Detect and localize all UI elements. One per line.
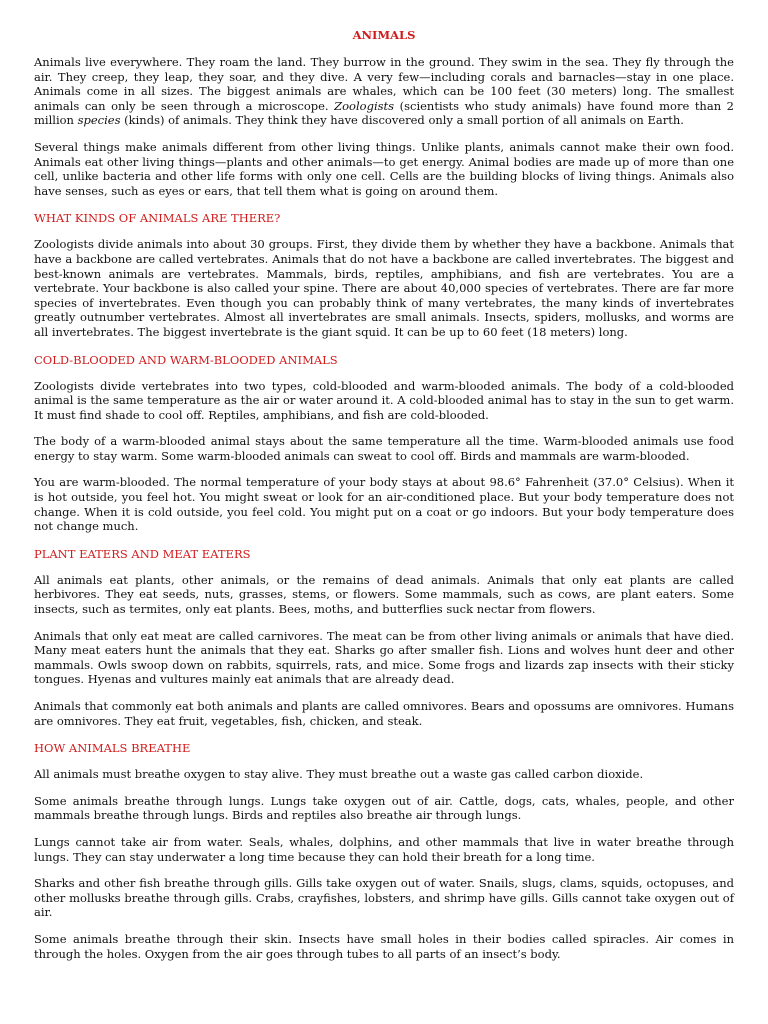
- blooded-paragraph-2: The body of a warm-blooded animal stays about the same temperature all the time. Warm-blooded animals use food energy to stay warm. Some warm-blooded animals can sweat to cool off. Birds and mammals are warm-blooded.: [34, 434, 734, 463]
- document-title: ANIMALS: [352, 28, 416, 42]
- section-heading-breathe: HOW ANIMALS BREATHE: [34, 741, 191, 756]
- blooded-paragraph-3: You are warm-blooded. The normal temperature of your body stays at about 98.6° Fahrenheit (37.0° Celsius). When it is hot outside, you feel hot. You might sweat or look for an air-conditioned place. But your body temperature does not change. When it is cold outside, you feel cold. You might put on a coat or go indoors. But your body temperature does not change much.: [34, 475, 734, 534]
- term-species: species: [77, 113, 121, 128]
- term-zoologists: Zoologists: [334, 98, 395, 113]
- eaters-paragraph-3: Animals that commonly eat both animals and plants are called omnivores. Bears and opossums are omnivores. Humans are omnivores. They eat fruit, vegetables, fish, chicken, and steak.: [34, 699, 734, 728]
- intro-paragraph-2: Several things make animals different from other living things. Unlike plants, animals cannot make their own food. Animals eat other living things—plants and other animals—to get energy. Animal bodies are made up of more than one cell, unlike bacteria and other life forms with only one cell. Cells are the building blocks of living things. Animals also have senses, such as eyes or ears, that tell them what is going on around them.: [34, 139, 734, 198]
- kinds-paragraph-1: Zoologists divide animals into about 30 groups. First, they divide them by whether they have a backbone. Animals that have a backbone are called vertebrates. Animals that do not have a backbone are called invertebrates. The biggest and best-known animals are vertebrates. Mammals, birds, reptiles, amphibians, and fish are vertebrates. You are a vertebrate. Your backbone is also called your spine. There are about 40,000 species of vertebrates. There are far more species of invertebrates. Even though you can probably think of many vertebrates, the many kinds of invertebrates greatly outnumber vertebrates. Almost all invertebrates are small animals. Insects, spiders, mollusks, and worms are all invertebrates. The biggest invertebrate is the giant squid. It can be up to 60 feet (18 meters) long.: [34, 237, 734, 339]
- breathe-paragraph-5: Some animals breathe through their skin. Insects have small holes in their bodies called spiracles. Air comes in through the holes. Oxygen from the air goes through tubes to all parts of an insect’s body.: [34, 931, 734, 961]
- breathe-paragraph-3: Lungs cannot take air from water. Seals, whales, dolphins, and other mammals that live in water breathe through lungs. They can stay underwater a long time because they can hold their breath for a long time.: [34, 834, 734, 864]
- intro-paragraph-1: [34, 55, 734, 128]
- section-heading-kinds: WHAT KINDS OF ANIMALS ARE THERE?: [34, 211, 281, 226]
- breathe-paragraph-2: Some animals breathe through lungs. Lungs take oxygen out of air. Cattle, dogs, cats, whales, people, and other mammals breathe through lungs. Birds and reptiles also breathe air through lungs.: [34, 793, 734, 823]
- eaters-paragraph-2: Animals that only eat meat are called carnivores. The meat can be from other living animals or animals that have died. Many meat eaters hunt the animals that they eat. Sharks go after smaller fish. Lions and wolves hunt deer and other mammals. Owls swoop down on rabbits, squirrels, rats, and mice. Some frogs and lizards zap insects with their sticky tongues. Hyenas and vultures mainly eat animals that are already dead.: [34, 628, 734, 687]
- eaters-paragraph-1: All animals eat plants, other animals, or the remains of dead animals. Animals that only eat plants are called herbivores. They eat seeds, nuts, grasses, stems, or flowers. Some mammals, such as cows, are plant eaters. Some insects, such as termites, only eat plants. Bees, moths, and butterflies suck nectar from flowers.: [34, 572, 734, 617]
- text-span: Animals live everywhere. They roam the land. They burrow in the ground. They swim in the sea. They fly through the air. They creep, they leap, they soar, and they dive. A very few—including corals and barnacles—stay in one place. Animals come in all sizes. The biggest animals are whales, which can be 100 feet (30 meters) long. The smallest animals can only be seen through a microscope.: [34, 55, 734, 113]
- breathe-paragraph-1: All animals must breathe oxygen to stay alive. They must breathe out a waste gas called carbon dioxide.: [34, 767, 644, 782]
- section-heading-eaters: PLANT EATERS AND MEAT EATERS: [34, 546, 251, 561]
- section-heading-blooded: COLD-BLOODED AND WARM-BLOODED ANIMALS: [34, 352, 338, 367]
- blooded-paragraph-1: Zoologists divide vertebrates into two types, cold-blooded and warm-blooded animals. The body of a cold-blooded animal is the same temperature as the air or water around it. A cold-blooded animal has to stay in the sun to get warm. It must find shade to cool off. Reptiles, amphibians, and fish are cold-blooded.: [34, 378, 734, 422]
- breathe-paragraph-4: Sharks and other fish breathe through gills. Gills take oxygen out of water. Snails, slugs, clams, squids, octopuses, and other mollusks breathe through gills. Crabs, crayfishes, lobsters, and shrimp have gills. Gills cannot take oxygen out of air.: [34, 876, 734, 920]
- text-span: (scientists who study animals) have found more than 2 million: [34, 98, 734, 128]
- text-span: (kinds) of animals. They think they have discovered only a small portion of all animals on Earth.: [120, 113, 684, 128]
